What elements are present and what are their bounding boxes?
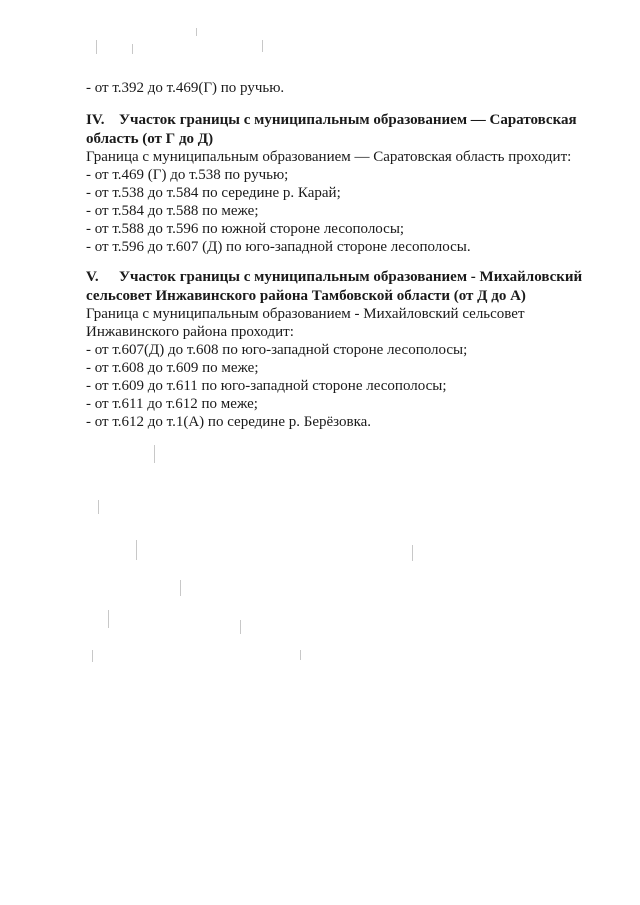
section-iv-number: IV.	[86, 112, 105, 128]
scan-speck	[92, 650, 93, 662]
section-v-title-line1: Участок границы с муниципальным образованием - Михайловский	[119, 269, 583, 285]
scan-speck	[136, 540, 137, 560]
section-iv-item: - от т.588 до т.596 по южной стороне лесополосы;	[86, 221, 405, 237]
scan-speck	[300, 650, 301, 660]
scan-speck	[96, 40, 97, 54]
scan-speck	[196, 28, 197, 36]
section-v-item: - от т.609 до т.611 по юго-западной стороне лесополосы;	[86, 378, 447, 394]
section-iv-heading	[86, 111, 606, 149]
section-iv-item: - от т.596 до т.607 (Д) по юго-западной стороне лесополосы.	[86, 239, 471, 255]
scan-speck	[240, 620, 241, 634]
section-v-lead-line2: Инжавинского района проходит:	[86, 324, 294, 340]
scan-speck	[154, 445, 155, 463]
section-v-item: - от т.611 до т.612 по меже;	[86, 396, 258, 412]
scan-speck	[98, 500, 99, 514]
section-v-title-line2: сельсовет Инжавинского района Тамбовской области (от Д до А)	[86, 288, 526, 304]
scan-speck	[108, 610, 109, 628]
scan-speck	[132, 44, 133, 54]
section-v-heading	[86, 268, 606, 306]
scan-speck	[412, 545, 413, 561]
section-iv-item: - от т.584 до т.588 по меже;	[86, 203, 259, 219]
scan-speck	[262, 40, 263, 52]
section-v-item: - от т.607(Д) до т.608 по юго-западной стороне лесополосы;	[86, 342, 468, 358]
section-v-item: - от т.608 до т.609 по меже;	[86, 360, 259, 376]
section-v-lead-line1: Граница с муниципальным образованием - Михайловский сельсовет	[86, 306, 525, 322]
section-iv-item: - от т.469 (Г) до т.538 по ручью;	[86, 167, 289, 183]
intro-line: - от т.392 до т.469(Г) по ручью.	[86, 80, 285, 96]
section-iv-title-line1: Участок границы с муниципальным образованием — Саратовская	[119, 112, 577, 128]
section-iv-title-line2: область (от Г до Д)	[86, 131, 214, 147]
section-v-number: V.	[86, 269, 99, 285]
section-iv-lead: Граница с муниципальным образованием — Саратовская область проходит:	[86, 149, 572, 165]
scan-speck	[180, 580, 181, 596]
section-iv-item: - от т.538 до т.584 по середине р. Карай;	[86, 185, 341, 201]
section-v-item: - от т.612 до т.1(А) по середине р. Берёзовка.	[86, 414, 372, 430]
